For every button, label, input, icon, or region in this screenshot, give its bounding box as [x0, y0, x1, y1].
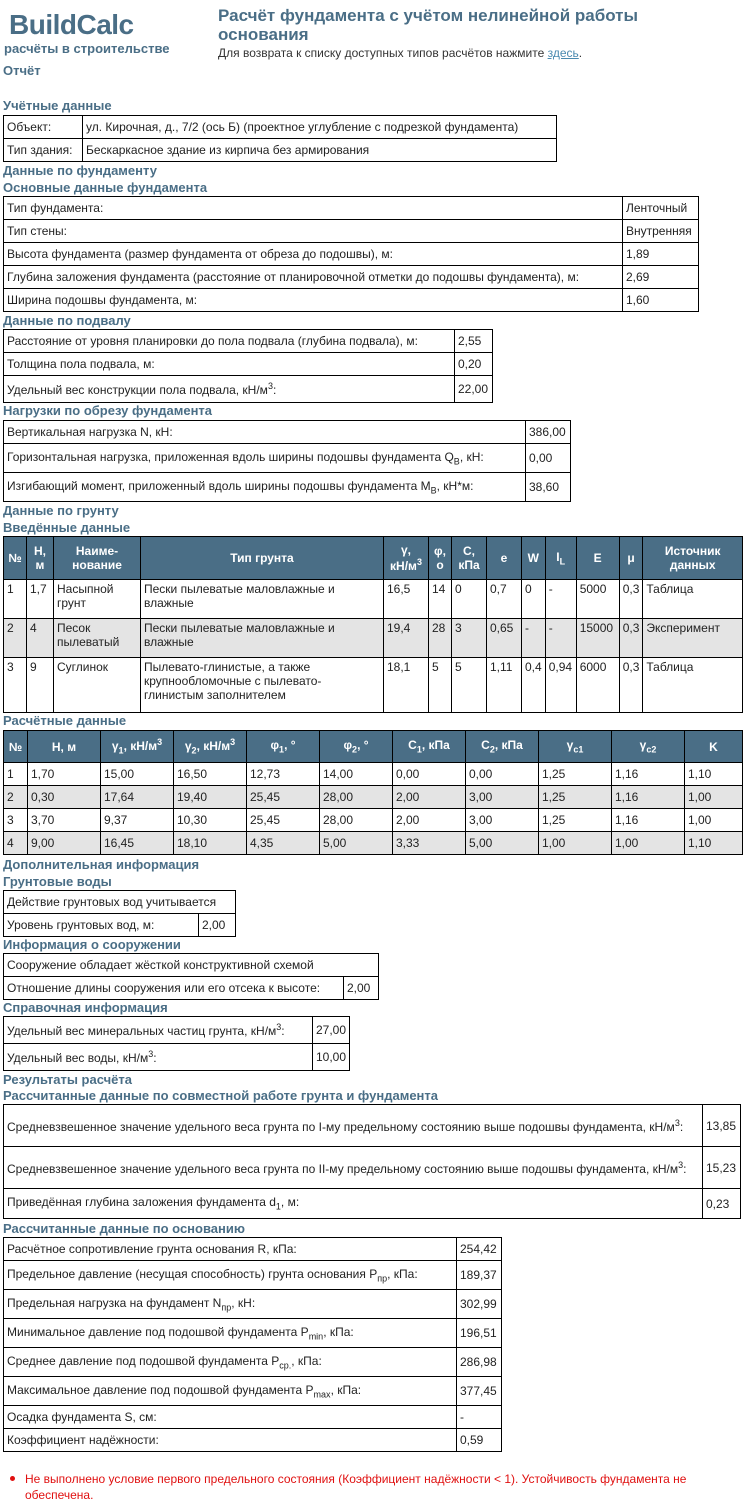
- cell-name: Суглинок: [54, 658, 141, 713]
- table-row: [4, 832, 743, 855]
- bending-moment-sub: B: [430, 485, 437, 496]
- calc-col-gc1-sym: γ: [566, 738, 574, 753]
- bending-moment-tail: , кН*м:: [436, 478, 474, 493]
- section-soil-input: Введённые данные: [3, 520, 131, 535]
- soil-calc-table: [3, 730, 743, 855]
- water-weight-value: 10,00: [312, 1044, 349, 1071]
- col-c: [452, 537, 487, 580]
- reference-table: [3, 1016, 350, 1071]
- cell-type: Пылевато-глинистые, а также крупнообломочные с пылевато-глинистым заполнителем: [141, 658, 384, 713]
- cell-gc1: 1,25: [539, 763, 612, 786]
- cell-gc2: 1,16: [612, 786, 685, 809]
- reduced-depth-sub: 1: [275, 1201, 281, 1212]
- cell-g2: 19,40: [174, 786, 247, 809]
- section-loads: Нагрузки по обрезу фундамента: [3, 403, 213, 418]
- cell-mu: 0,3: [619, 619, 643, 658]
- cell-c2: 0,00: [466, 763, 539, 786]
- wall-type-label: Тип стены:: [4, 220, 623, 243]
- cell-c1: 2,00: [393, 809, 466, 832]
- reliability-value: 0,59: [457, 1429, 502, 1452]
- col-gamma-unit: кН/м: [390, 559, 417, 573]
- cell-source: Таблица: [643, 580, 743, 619]
- ultimate-pressure-value: 189,37: [457, 1261, 502, 1290]
- ultimate-pressure-label: [4, 1261, 457, 1290]
- col-name: [54, 537, 141, 580]
- cell-h: 1,7: [27, 580, 54, 619]
- structure-note: Сооружение обладает жёсткой конструктивной схемой: [4, 954, 379, 977]
- gamma-i-tail: :: [679, 1119, 684, 1134]
- cell-c: 5: [452, 658, 487, 713]
- account-building-value: Бескаркасное здание из кирпича без армирования: [83, 139, 557, 162]
- calc-col-p1-sym: φ: [270, 738, 280, 753]
- back-line: [218, 46, 582, 60]
- basement-floor-thickness-label: Толщина пола подвала, м:: [4, 353, 455, 376]
- cell-p1: 4,35: [247, 832, 320, 855]
- calc-col-g1-unit: , кН/м: [123, 739, 158, 754]
- foundation-width-label: Ширина подошвы фундамента, м:: [4, 289, 623, 312]
- col-gamma-text: γ,: [400, 543, 411, 557]
- cell-c1: 0,00: [393, 763, 466, 786]
- horizontal-load-label: [4, 444, 526, 473]
- reduced-depth-tail: , м:: [280, 1195, 300, 1210]
- table-row: [4, 658, 743, 713]
- cell-g2: 16,50: [174, 763, 247, 786]
- col-no: №: [4, 537, 27, 580]
- section-foundation-main: Основные данные фундамента: [3, 180, 208, 195]
- section-additional: Дополнительная информация: [3, 857, 200, 872]
- col-il-text: I: [556, 549, 560, 564]
- wall-type-value: Внутренняя: [623, 220, 699, 243]
- page-title: Расчёт фундамента с учётом нелинейной работы основания: [218, 6, 639, 44]
- cell-g1: 17,64: [101, 786, 174, 809]
- calc-col-gc2-sub: c2: [646, 744, 657, 755]
- table-row: [4, 809, 743, 832]
- ultimate-load-value: 302,99: [457, 1290, 502, 1319]
- cell-w: -: [522, 619, 546, 658]
- cell-type: Пески пылеватые маловлажные и влажные: [141, 619, 384, 658]
- reduced-depth-text: Приведённая глубина заложения фундамента d: [7, 1195, 276, 1210]
- ultimate-load-tail: , кН:: [231, 1295, 256, 1310]
- section-reference: Справочная информация: [3, 1000, 168, 1015]
- gamma-ii-sup: 3: [678, 1159, 684, 1170]
- col-gamma-sup: 3: [416, 557, 422, 567]
- calc-col-g2: [174, 731, 247, 763]
- section-joint: Рассчитанные данные по совместной работе грунта и фундамента: [3, 1088, 438, 1103]
- calc-col-p1-sub: 1: [279, 744, 285, 755]
- avg-pressure-tail: , кПа:: [291, 1353, 322, 1368]
- mineral-weight-tail: :: [281, 1024, 285, 1038]
- basement-floor-weight-sup: 3: [267, 381, 273, 391]
- col-il-sub: L: [559, 556, 566, 567]
- min-pressure-value: 196,51: [457, 1319, 502, 1348]
- col-source-text2: данных: [669, 558, 716, 572]
- cell-phi: 28: [429, 619, 452, 658]
- col-c-text: C,: [463, 544, 475, 558]
- calc-col-p2-unit: , °: [357, 738, 369, 753]
- basement-depth-label: Расстояние от уровня планировки до пола подвала (глубина подвала), м:: [4, 330, 455, 353]
- col-phi-text: φ,: [434, 544, 446, 558]
- calc-col-p1-unit: , °: [284, 738, 296, 753]
- basement-floor-weight-label: [4, 376, 455, 403]
- soil-calc-header: [4, 731, 743, 763]
- calc-col-p2-sym: φ: [343, 738, 353, 753]
- gamma-ii-value: 15,23: [703, 1147, 741, 1189]
- cell-name: Песок пылеватый: [54, 619, 141, 658]
- water-weight-text: Удельный вес воды, кН/м: [7, 1051, 149, 1065]
- section-groundwater: Грунтовые воды: [3, 874, 112, 889]
- max-pressure-tail: , кПа:: [330, 1382, 362, 1397]
- max-pressure-value: 377,45: [457, 1377, 502, 1406]
- basement-floor-thickness-value: 0,20: [455, 353, 493, 376]
- horizontal-load-text: Горизонтальная нагрузка, приложенная вдоль ширины подошвы фундамента Q: [7, 449, 454, 464]
- cell-mu: 0,3: [619, 658, 643, 713]
- basement-table: [3, 329, 493, 403]
- horizontal-load-sub: B: [453, 456, 460, 467]
- gamma-i-value: 13,85: [703, 1105, 741, 1147]
- cell-k: 1,00: [685, 786, 743, 809]
- back-tail: .: [578, 46, 583, 60]
- cell-gc2: 1,16: [612, 763, 685, 786]
- ultimate-pressure-tail: , кПа:: [387, 1266, 418, 1281]
- cell-mu: 0,3: [619, 580, 643, 619]
- calc-col-g1-sym: γ: [111, 739, 119, 754]
- cell-k: 1,00: [685, 809, 743, 832]
- base-table: [3, 1237, 502, 1452]
- calc-col-c1: [393, 731, 466, 763]
- calc-col-gc2-sym: γ: [639, 738, 647, 753]
- groundwater-table: [3, 890, 236, 937]
- calc-col-c2-unit: , кПа: [494, 738, 523, 753]
- section-basement: Данные по подвалу: [3, 313, 131, 328]
- calc-col-c2: [466, 731, 539, 763]
- calc-col-h: H, м: [28, 731, 101, 763]
- calc-col-g1: [101, 731, 174, 763]
- mineral-weight-sup: 3: [276, 1022, 282, 1032]
- ultimate-load-sub: пр: [221, 1302, 232, 1313]
- water-weight-tail: :: [153, 1051, 157, 1065]
- col-modulus: E: [576, 537, 619, 580]
- basement-depth-value: 2,55: [455, 330, 493, 353]
- col-il: [545, 537, 576, 580]
- calc-col-c1-unit: , кПа: [421, 738, 450, 753]
- account-object-label: Объект:: [4, 116, 83, 139]
- calc-col-p1: [247, 731, 320, 763]
- calc-col-c1-sym: C: [408, 738, 417, 753]
- cell-h: 1,70: [28, 763, 101, 786]
- cell-gamma: 18,1: [384, 658, 429, 713]
- cell-h: 9,00: [28, 832, 101, 855]
- cell-c1: 2,00: [393, 786, 466, 809]
- reliability-label: Коэффициент надёжности:: [4, 1429, 457, 1452]
- table-row: [4, 580, 743, 619]
- cell-no: 3: [4, 809, 28, 832]
- foundation-depth-value: 2,69: [623, 266, 699, 289]
- soil-input-header: [4, 537, 743, 580]
- reduced-depth-label: [4, 1189, 703, 1219]
- calc-col-gc1-sub: c1: [573, 744, 584, 755]
- min-pressure-tail: , кПа:: [323, 1324, 354, 1339]
- col-e: e: [487, 537, 522, 580]
- soil-input-table: [3, 536, 743, 713]
- bending-moment-value: 38,60: [526, 473, 571, 502]
- report-label: Отчёт: [3, 63, 41, 78]
- section-soil: Данные по грунту: [3, 503, 119, 518]
- gamma-i-text: Средневзвешенное значение удельного веса грунта по I-му предельному состоянию выше подошвы фундамента, кН/м: [7, 1119, 675, 1134]
- calc-col-c2-sym: C: [481, 738, 490, 753]
- warning-text: Не выполнено условие первого предельного состояния (Коэффициент надёжности < 1). Устойчивость фундамента не обеспечена.: [25, 1472, 687, 1502]
- cell-source: Таблица: [643, 658, 743, 713]
- table-row: [4, 786, 743, 809]
- groundwater-level-value: 2,00: [199, 914, 236, 937]
- foundation-height-value: 1,89: [623, 243, 699, 266]
- cell-h: 4: [27, 619, 54, 658]
- cell-p1: 12,73: [247, 763, 320, 786]
- cell-g1: 9,37: [101, 809, 174, 832]
- cell-gamma: 19,4: [384, 619, 429, 658]
- reduced-depth-value: 0,23: [703, 1189, 741, 1219]
- cell-type: Пески пылеватые маловлажные и влажные: [141, 580, 384, 619]
- bending-moment-label: [4, 473, 526, 502]
- calc-col-g1-sub: 1: [118, 745, 124, 756]
- gamma-ii-text: Средневзвешенное значение удельного веса грунта по II-му предельному состоянию выше подошвы фундамента, кН/м: [7, 1161, 679, 1176]
- groundwater-note: Действие грунтовых вод учитывается: [4, 891, 236, 914]
- col-name-text: Наиме-: [75, 544, 119, 558]
- calc-col-gc1: [539, 731, 612, 763]
- col-source-text: Источник: [664, 544, 721, 558]
- cell-p1: 25,45: [247, 786, 320, 809]
- water-weight-label: [4, 1044, 313, 1071]
- cell-w: 0,4: [522, 658, 546, 713]
- foundation-depth-label: Глубина заложения фундамента (расстояние от планировочной отметки до подошвы фундамента), м:: [4, 266, 623, 289]
- design-resistance-value: 254,42: [457, 1238, 502, 1261]
- cell-no: 1: [4, 580, 27, 619]
- section-results: Результаты расчёта: [3, 1072, 132, 1087]
- table-row: [4, 619, 743, 658]
- design-resistance-label: Расчётное сопротивление грунта основания R, кПа:: [4, 1238, 457, 1261]
- avg-pressure-text: Среднее давление под подошвой фундамента P: [7, 1353, 280, 1368]
- table-row: [4, 763, 743, 786]
- calc-col-g2-sup: 3: [230, 737, 236, 748]
- gamma-i-label: [4, 1105, 703, 1147]
- col-type: Тип грунта: [141, 537, 384, 580]
- col-mu: μ: [619, 537, 643, 580]
- cell-c: 3: [452, 619, 487, 658]
- account-table: [3, 115, 557, 162]
- cell-c2: 3,00: [466, 786, 539, 809]
- ultimate-load-label: [4, 1290, 457, 1319]
- cell-g2: 18,10: [174, 832, 247, 855]
- cell-no: 4: [4, 832, 28, 855]
- min-pressure-text: Минимальное давление под подошвой фундамента P: [7, 1324, 309, 1339]
- brand-logo[interactable]: BuildCalc: [9, 9, 134, 40]
- cell-gc2: 1,00: [612, 832, 685, 855]
- cell-phi: 5: [429, 658, 452, 713]
- section-base: Рассчитанные данные по основанию: [3, 1221, 245, 1236]
- cell-h: 0,30: [28, 786, 101, 809]
- gamma-ii-tail: :: [683, 1161, 687, 1176]
- cell-modulus: 5000: [576, 580, 619, 619]
- foundation-type-value: Ленточный: [623, 197, 699, 220]
- cell-modulus: 6000: [576, 658, 619, 713]
- ultimate-pressure-sub: пр: [377, 1273, 388, 1284]
- calc-col-c2-sub: 2: [489, 744, 495, 755]
- cell-p1: 25,45: [247, 809, 320, 832]
- calc-col-g2-sym: γ: [184, 739, 192, 754]
- water-weight-sup: 3: [148, 1049, 154, 1059]
- mineral-weight-value: 27,00: [312, 1017, 349, 1044]
- section-structure: Информация о сооружении: [3, 937, 181, 952]
- cell-p2: 14,00: [320, 763, 393, 786]
- account-object-value: ул. Кирочная, д., 7/2 (ось Б) (проектное углубление с подрезкой фундамента): [83, 116, 557, 139]
- settlement-label: Осадка фундамента S, см:: [4, 1406, 457, 1429]
- section-foundation: Данные по фундаменту: [3, 163, 157, 178]
- gamma-i-sup: 3: [674, 1117, 680, 1128]
- cell-gc2: 1,16: [612, 809, 685, 832]
- max-pressure-text: Максимальное давление под подошвой фундамента P: [7, 1382, 314, 1397]
- cell-p2: 28,00: [320, 786, 393, 809]
- cell-name: Насыпной грунт: [54, 580, 141, 619]
- back-link[interactable]: здесь: [547, 46, 579, 60]
- cell-h: 3,70: [28, 809, 101, 832]
- structure-ratio-label: Отношение длины сооружения или его отсека к высоте:: [4, 977, 344, 1000]
- account-building-label: Тип здания:: [4, 139, 83, 162]
- cell-modulus: 15000: [576, 619, 619, 658]
- warning-message: [25, 1471, 735, 1503]
- avg-pressure-value: 286,98: [457, 1348, 502, 1377]
- min-pressure-sub: min: [308, 1331, 324, 1342]
- col-phi: [429, 537, 452, 580]
- calc-col-no: №: [4, 731, 28, 763]
- foundation-height-label: Высота фундамента (размер фундамента от обреза до подошвы), м:: [4, 243, 623, 266]
- calc-col-p2: [320, 731, 393, 763]
- col-h: [27, 537, 54, 580]
- cell-gamma: 16,5: [384, 580, 429, 619]
- cell-w: 0: [522, 580, 546, 619]
- basement-floor-weight-text: Удельный вес конструкции пола подвала, кН/м: [7, 383, 268, 397]
- cell-phi: 14: [429, 580, 452, 619]
- avg-pressure-sub: ср.: [279, 1360, 292, 1371]
- back-text: Для возврата к списку доступных типов расчётов нажмите: [218, 46, 545, 60]
- cell-c2: 5,00: [466, 832, 539, 855]
- mineral-weight-label: [4, 1017, 313, 1044]
- settlement-value: -: [457, 1406, 502, 1429]
- calc-col-g2-unit: , кН/м: [196, 739, 231, 754]
- cell-g1: 16,45: [101, 832, 174, 855]
- max-pressure-label: [4, 1377, 457, 1406]
- calc-col-g1-sup: 3: [157, 737, 163, 748]
- cell-k: 1,10: [685, 763, 743, 786]
- col-w: W: [522, 537, 546, 580]
- col-name-text2: нование: [72, 558, 122, 572]
- cell-p2: 5,00: [320, 832, 393, 855]
- cell-h: 9: [27, 658, 54, 713]
- vertical-load-label: Вертикальная нагрузка N, кН:: [4, 421, 526, 444]
- cell-il: 0,94: [545, 658, 576, 713]
- calc-col-g2-sub: 2: [191, 745, 197, 756]
- cell-no: 2: [4, 786, 28, 809]
- cell-gc1: 1,00: [539, 832, 612, 855]
- section-account: Учётные данные: [3, 98, 112, 113]
- horizontal-load-tail: , кН:: [459, 449, 484, 464]
- bending-moment-text: Изгибающий момент, приложенный вдоль ширины подошвы фундамента M: [7, 478, 431, 493]
- calc-col-p2-sub: 2: [352, 744, 358, 755]
- cell-e: 0,65: [487, 619, 522, 658]
- loads-table: [3, 420, 571, 502]
- cell-c1: 3,33: [393, 832, 466, 855]
- cell-il: -: [545, 580, 576, 619]
- col-source: [643, 537, 743, 580]
- groundwater-level-label: Уровень грунтовых вод, м:: [4, 914, 199, 937]
- col-c-unit: кПа: [458, 558, 480, 572]
- col-h-unit: м: [35, 558, 45, 572]
- foundation-table: [3, 196, 699, 312]
- cell-g1: 15,00: [101, 763, 174, 786]
- cell-source: Эксперимент: [643, 619, 743, 658]
- cell-gc1: 1,25: [539, 786, 612, 809]
- vertical-load-value: 386,00: [526, 421, 571, 444]
- brand-tagline: расчёты в строительстве: [4, 41, 170, 56]
- calc-col-k: K: [685, 731, 743, 763]
- structure-table: [3, 953, 379, 1000]
- min-pressure-label: [4, 1319, 457, 1348]
- bullet-icon: [10, 1476, 15, 1481]
- cell-no: 1: [4, 763, 28, 786]
- cell-il: -: [545, 619, 576, 658]
- cell-p2: 28,00: [320, 809, 393, 832]
- cell-e: 1,11: [487, 658, 522, 713]
- horizontal-load-value: 0,00: [526, 444, 571, 473]
- mineral-weight-text: Удельный вес минеральных частиц грунта, кН/м: [7, 1024, 277, 1038]
- avg-pressure-label: [4, 1348, 457, 1377]
- gamma-ii-label: [4, 1147, 703, 1189]
- joint-table: [3, 1104, 741, 1219]
- section-soil-calc: Расчётные данные: [3, 713, 127, 728]
- calc-col-c1-sub: 1: [416, 744, 422, 755]
- col-gamma: [384, 537, 429, 580]
- cell-no: 2: [4, 619, 27, 658]
- col-phi-unit: о: [436, 558, 444, 572]
- max-pressure-sub: max: [313, 1389, 331, 1400]
- basement-floor-weight-value: 22,00: [455, 376, 493, 403]
- basement-floor-weight-tail: :: [272, 383, 277, 397]
- structure-ratio-value: 2,00: [344, 977, 379, 1000]
- cell-e: 0,7: [487, 580, 522, 619]
- cell-c: 0: [452, 580, 487, 619]
- cell-gc1: 1,25: [539, 809, 612, 832]
- cell-c2: 3,00: [466, 809, 539, 832]
- ultimate-load-text: Предельная нагрузка на фундамент N: [7, 1295, 222, 1310]
- foundation-width-value: 1,60: [623, 289, 699, 312]
- foundation-type-label: Тип фундамента:: [4, 197, 623, 220]
- ultimate-pressure-text: Предельное давление (несущая способность) грунта основания P: [7, 1266, 378, 1281]
- cell-k: 1,10: [685, 832, 743, 855]
- col-h-text: H,: [34, 544, 46, 558]
- cell-no: 3: [4, 658, 27, 713]
- calc-col-gc2: [612, 731, 685, 763]
- cell-g2: 10,30: [174, 809, 247, 832]
